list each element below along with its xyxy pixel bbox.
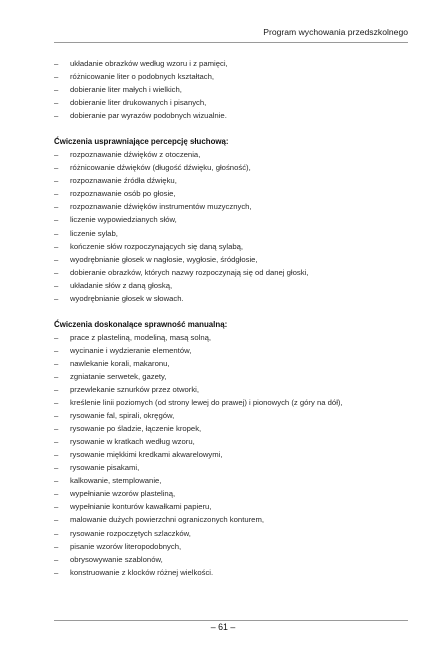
section-spacer xyxy=(54,122,414,135)
list-item xyxy=(54,213,414,226)
dash-bullet: – xyxy=(54,189,59,199)
dash-bullet: – xyxy=(54,280,59,290)
dash-bullet: – xyxy=(54,241,59,251)
section-heading: Ćwiczenia doskonalące sprawność manualną: xyxy=(54,319,228,329)
dash-bullet: – xyxy=(54,72,59,82)
list-item xyxy=(54,527,414,540)
list-item xyxy=(54,435,414,448)
footer-divider xyxy=(54,620,408,621)
list-item xyxy=(54,513,414,526)
list-item xyxy=(54,174,414,187)
list-item-text: dobieranie liter małych i wielkich, xyxy=(70,85,182,95)
dash-bullet: – xyxy=(54,293,59,303)
list-item xyxy=(54,240,414,253)
dash-bullet: – xyxy=(54,541,59,551)
list-item xyxy=(54,96,414,109)
list-item-text: pisanie wzorów literopodobnych, xyxy=(70,541,182,551)
list-item xyxy=(54,331,414,344)
list-item-text: rozpoznawanie źródła dźwięku, xyxy=(70,176,177,186)
list-item-text: rysowanie pisakami, xyxy=(70,463,140,473)
list-item-text: dobieranie obrazków, których nazwy rozpoczynają się od danej głoski, xyxy=(70,267,309,277)
dash-bullet: – xyxy=(54,554,59,564)
list-item-text: różnicowanie liter o podobnych kształtach, xyxy=(70,72,215,82)
list-item xyxy=(54,383,414,396)
dash-bullet: – xyxy=(54,111,59,121)
dash-bullet: – xyxy=(54,150,59,160)
page-content xyxy=(54,57,414,579)
dash-bullet: – xyxy=(54,358,59,368)
list-item xyxy=(54,500,414,513)
intro-list xyxy=(54,57,414,122)
list-item-text: układanie słów z daną głoską, xyxy=(70,280,173,290)
list-item-text: rysowanie fal, spirali, okręgów, xyxy=(70,411,175,421)
list-item xyxy=(54,396,414,409)
section-list xyxy=(54,148,414,305)
dash-bullet: – xyxy=(54,228,59,238)
dash-bullet: – xyxy=(54,215,59,225)
list-item-text: wyodrębnianie głosek w nagłosie, wygłosie, śródgłosie, xyxy=(70,254,258,264)
dash-bullet: – xyxy=(54,450,59,460)
list-item-text: zgniatanie serwetek, gazety, xyxy=(70,371,167,381)
list-item xyxy=(54,227,414,240)
list-item-text: obrysowywanie szablonów, xyxy=(70,554,163,564)
list-item xyxy=(54,370,414,383)
dash-bullet: – xyxy=(54,85,59,95)
list-item-text: dobieranie par wyrazów podobnych wizualnie. xyxy=(70,111,227,121)
list-item xyxy=(54,57,414,70)
list-item-text: wyodrębnianie głosek w słowach. xyxy=(70,293,184,303)
list-item-text: liczenie sylab, xyxy=(70,228,118,238)
list-item xyxy=(54,148,414,161)
list-item xyxy=(54,422,414,435)
running-header: Program wychowania przedszkolnego xyxy=(263,27,408,37)
dash-bullet: – xyxy=(54,528,59,538)
dash-bullet: – xyxy=(54,463,59,473)
dash-bullet: – xyxy=(54,567,59,577)
list-item xyxy=(54,109,414,122)
list-item-text: rozpoznawanie dźwięków z otoczenia, xyxy=(70,150,201,160)
dash-bullet: – xyxy=(54,489,59,499)
dash-bullet: – xyxy=(54,476,59,486)
list-item-text: wypełnianie wzorów plasteliną, xyxy=(70,489,176,499)
section-spacer xyxy=(54,305,414,318)
dash-bullet: – xyxy=(54,332,59,342)
sections-container xyxy=(54,122,414,578)
list-item xyxy=(54,200,414,213)
list-item xyxy=(54,253,414,266)
dash-bullet: – xyxy=(54,398,59,408)
list-item xyxy=(54,553,414,566)
dash-bullet: – xyxy=(54,98,59,108)
list-item xyxy=(54,448,414,461)
dash-bullet: – xyxy=(54,59,59,68)
list-item-text: liczenie wypowiedzianych słów, xyxy=(70,215,177,225)
dash-bullet: – xyxy=(54,424,59,434)
dash-bullet: – xyxy=(54,515,59,525)
list-item-text: kalkowanie, stemplowanie, xyxy=(70,476,162,486)
list-item-text: konstruowanie z klocków różnej wielkości. xyxy=(70,567,214,577)
list-item-text: układanie obrazków według wzoru i z pamięci, xyxy=(70,59,228,68)
dash-bullet: – xyxy=(54,254,59,264)
dash-bullet: – xyxy=(54,345,59,355)
section-list xyxy=(54,331,414,579)
list-item xyxy=(54,83,414,96)
header-divider xyxy=(54,42,408,43)
dash-bullet: – xyxy=(54,502,59,512)
dash-bullet: – xyxy=(54,437,59,447)
list-item-text: rysowanie miękkimi kredkami akwarelowymi, xyxy=(70,450,223,460)
list-item-text: różnicowanie dźwięków (długość dźwięku, głośność), xyxy=(70,163,251,173)
list-item-text: dobieranie liter drukowanych i pisanych, xyxy=(70,98,207,108)
list-item-text: kreślenie linii poziomych (od strony lewej do prawej) i pionowych (z góry na dół), xyxy=(70,398,343,408)
dash-bullet: – xyxy=(54,371,59,381)
list-item-text: malowanie dużych powierzchni ograniczonych konturem, xyxy=(70,515,264,525)
list-item xyxy=(54,279,414,292)
dash-bullet: – xyxy=(54,163,59,173)
list-item xyxy=(54,292,414,305)
dash-bullet: – xyxy=(54,176,59,186)
list-item-text: rozpoznawanie dźwięków instrumentów muzycznych, xyxy=(70,202,252,212)
list-item xyxy=(54,344,414,357)
list-item xyxy=(54,566,414,579)
list-item-text: kończenie słów rozpoczynających się daną sylabą, xyxy=(70,241,244,251)
list-item xyxy=(54,487,414,500)
dash-bullet: – xyxy=(54,384,59,394)
list-item xyxy=(54,461,414,474)
list-item-text: wypełnianie konturów kawałkami papieru, xyxy=(70,502,212,512)
list-item-text: przewlekanie sznurków przez otworki, xyxy=(70,384,200,394)
list-item-text: wycinanie i wydzieranie elementów, xyxy=(70,345,192,355)
list-item xyxy=(54,357,414,370)
dash-bullet: – xyxy=(54,267,59,277)
list-item-text: rozpoznawanie osób po głosie, xyxy=(70,189,176,199)
list-item xyxy=(54,474,414,487)
list-item-text: rysowanie w kratkach według wzoru, xyxy=(70,437,195,447)
list-item-text: rysowanie po śladzie, łączenie kropek, xyxy=(70,424,202,434)
page-number: – 61 – xyxy=(210,622,236,632)
list-item xyxy=(54,161,414,174)
list-item-text: rysowanie rozpoczętych szlaczków, xyxy=(70,528,191,538)
list-item-text: prace z plasteliną, modeliną, masą solną, xyxy=(70,332,212,342)
list-item xyxy=(54,540,414,553)
dash-bullet: – xyxy=(54,202,59,212)
list-item xyxy=(54,409,414,422)
list-item xyxy=(54,266,414,279)
list-item xyxy=(54,70,414,83)
section-heading: Ćwiczenia usprawniające percepcję słuchową: xyxy=(54,137,229,147)
list-item-text: nawlekanie korali, makaronu, xyxy=(70,358,170,368)
dash-bullet: – xyxy=(54,411,59,421)
list-item xyxy=(54,187,414,200)
